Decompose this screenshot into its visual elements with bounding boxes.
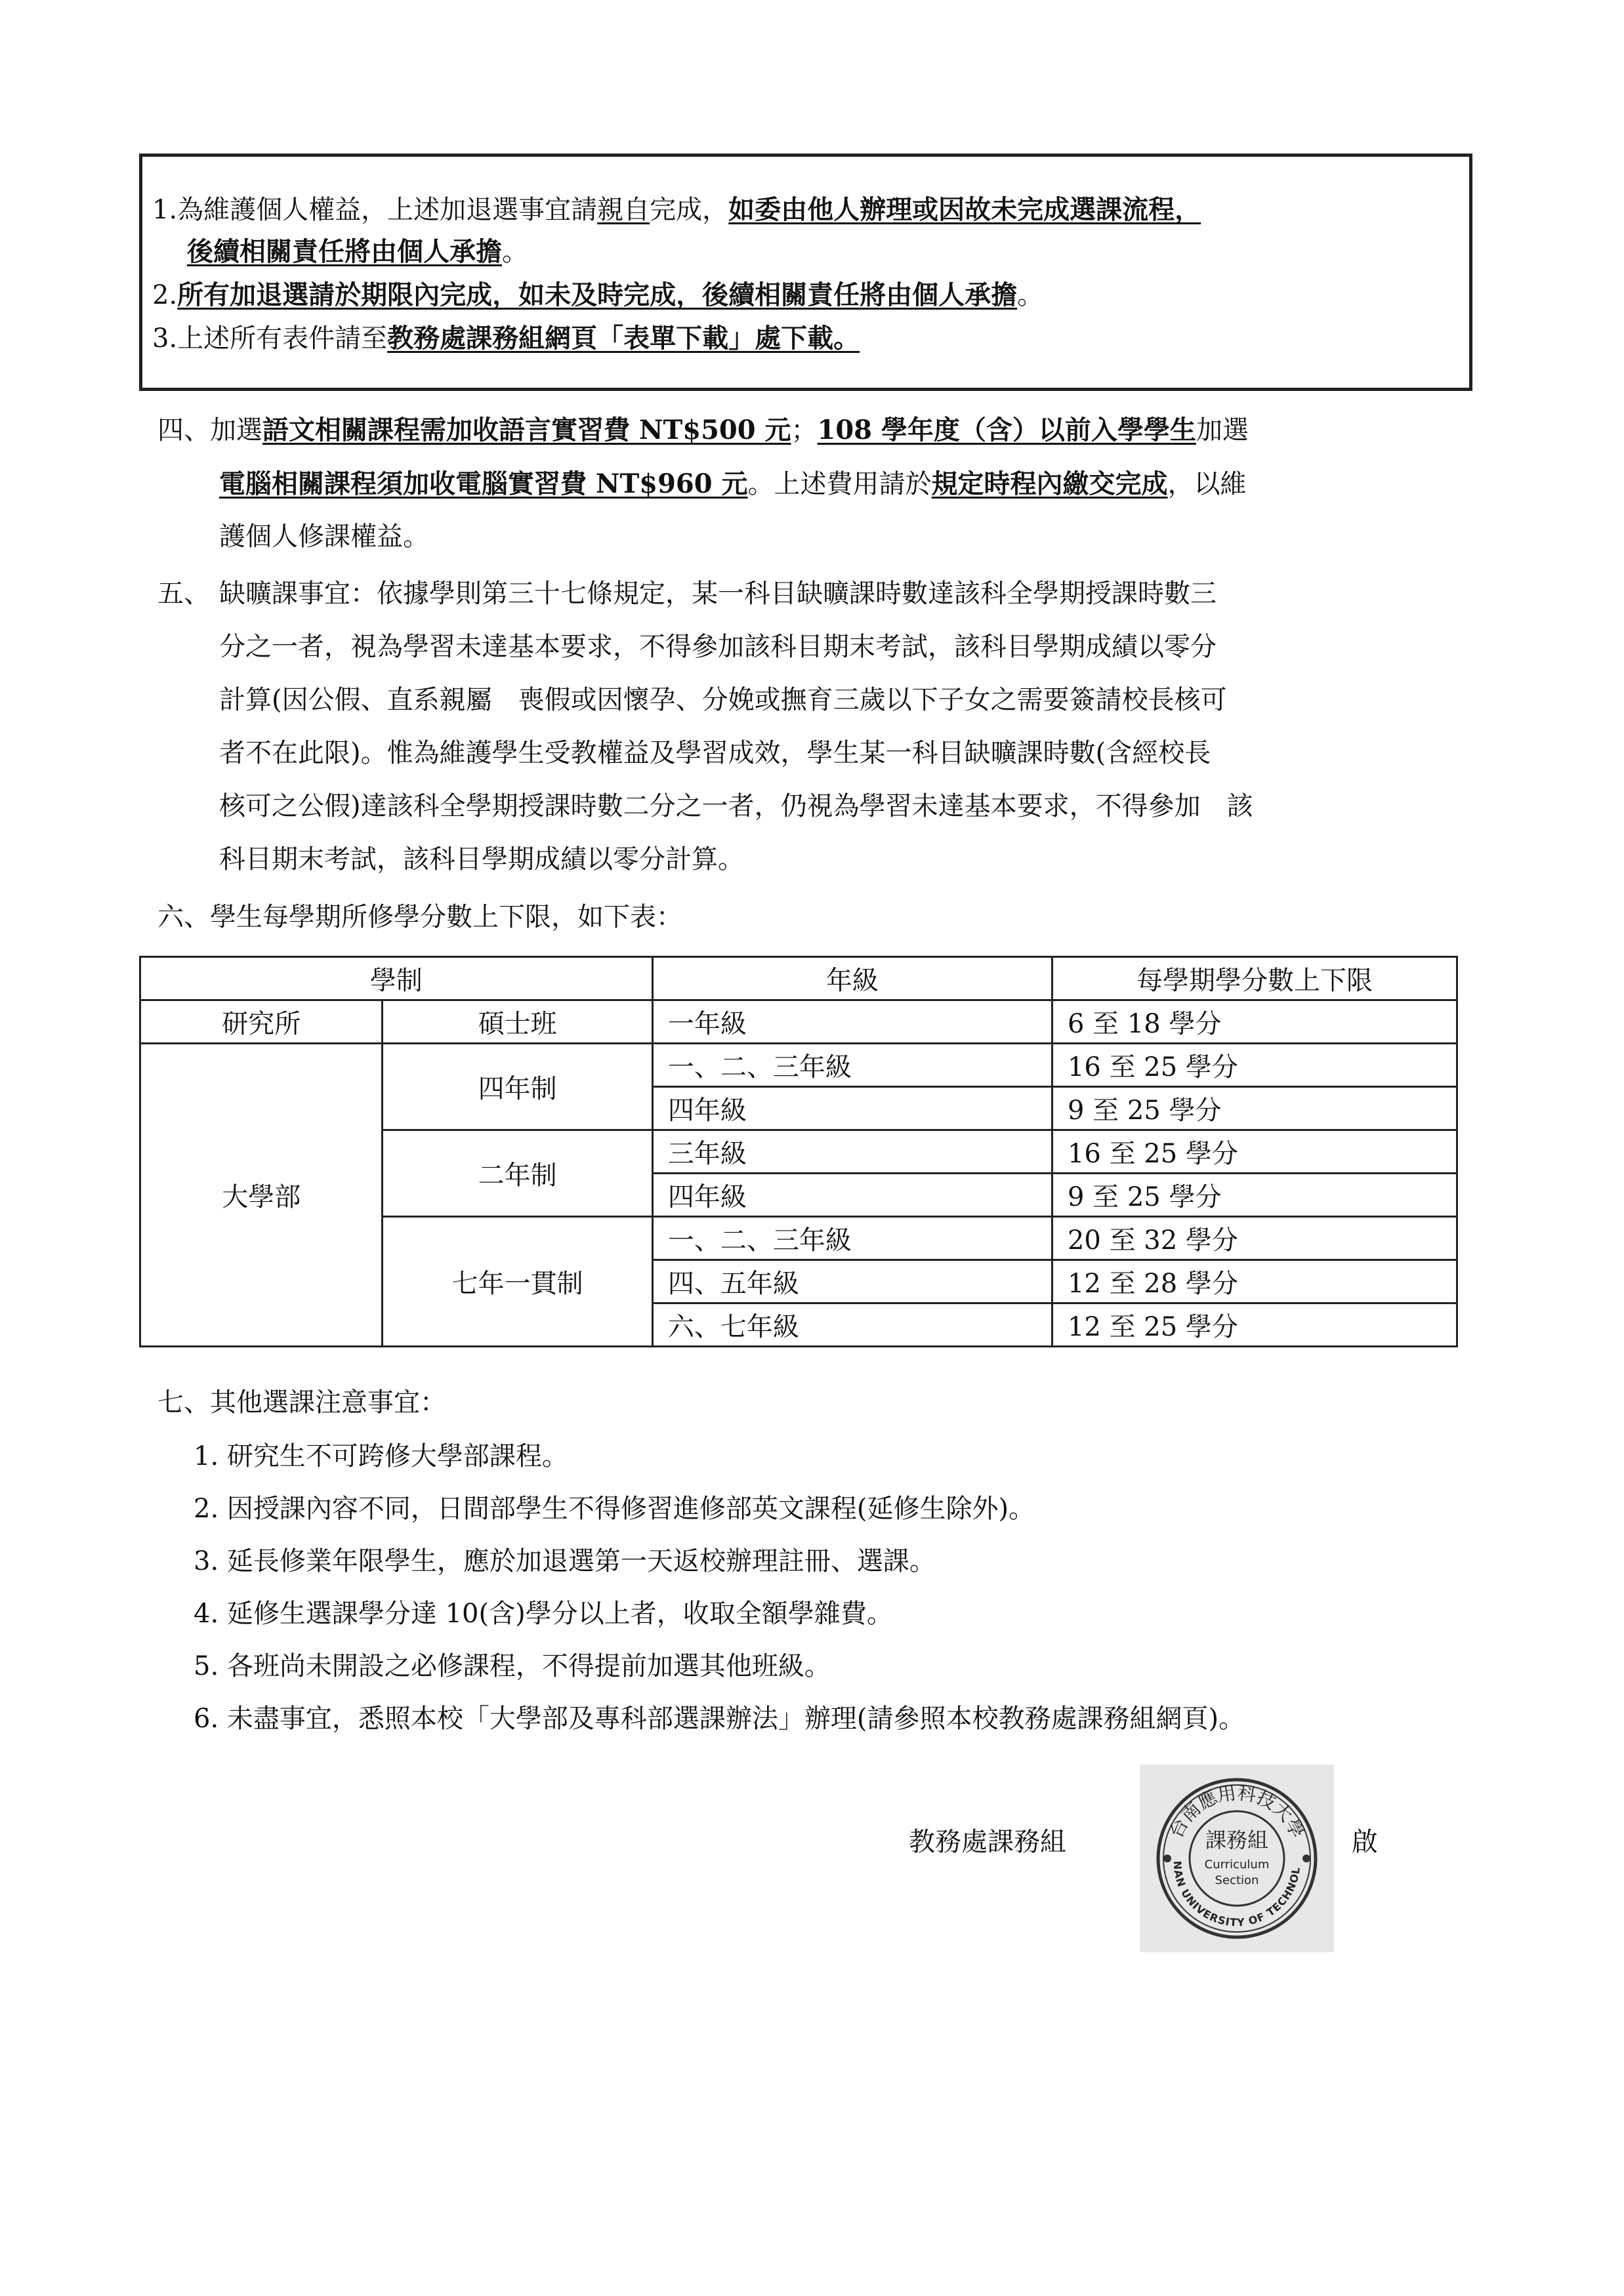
- cell-credits: 16 至 25 學分: [1052, 1044, 1457, 1087]
- cell-two-year: 二年制: [383, 1130, 652, 1217]
- cell-seven-year: 七年一貫制: [383, 1217, 652, 1347]
- table-header-row: [140, 957, 1457, 1000]
- table-row: [140, 1044, 1457, 1087]
- cell-credits: 9 至 25 學分: [1052, 1174, 1457, 1217]
- credit-limits-table: [139, 956, 1458, 1347]
- header-credits: 每學期學分數上下限: [1052, 957, 1457, 1000]
- cell-year: 三年級: [652, 1130, 1052, 1174]
- svg-text:課務組: 課務組: [1205, 1828, 1269, 1853]
- section-6-heading: 六、學生每學期所修學分數上下限，如下表：: [157, 902, 682, 932]
- section-7-item-4: 4. 延修生選課學分達 10(含)學分以上者，收取全額學雜費。: [194, 1599, 893, 1629]
- svg-text:Section: Section: [1215, 1874, 1259, 1887]
- section-7-item-1: 1. 研究生不可跨修大學部課程。: [194, 1441, 568, 1471]
- cell-year: 一、二、三年級: [652, 1217, 1052, 1260]
- section-5-line-6: 科目期末考試，該科目學期成績以零分計算。: [219, 844, 744, 874]
- section-5-label: 五、: [157, 579, 210, 609]
- table-row: [140, 1000, 1457, 1044]
- svg-text:台南應用科技大學: 台南應用科技大學: [1165, 1782, 1309, 1842]
- header-year: 年級: [652, 957, 1052, 1000]
- cell-credits: 20 至 32 學分: [1052, 1217, 1457, 1260]
- cell-grad-system: 研究所: [140, 1000, 383, 1044]
- notice-item-1-line-1: 1.為維護個人權益，上述加退選事宜請親自完成，如委由他人辦理或因故未完成選課流程，: [152, 194, 1201, 225]
- cell-year: 六、七年級: [652, 1303, 1052, 1347]
- section-7-heading: 七、其他選課注意事宜：: [157, 1387, 446, 1418]
- section-5-line-2: 分之一者，視為學習未達基本要求，不得參加該科目期末考試，該科目學期成績以零分: [219, 632, 1217, 662]
- section-7-item-2: 2. 因授課內容不同，日間部學生不得修習進修部英文課程(延修生除外)。: [194, 1494, 1035, 1524]
- signature-office: 教務處課務組: [909, 1827, 1066, 1857]
- cell-undergrad-system: 大學部: [140, 1044, 383, 1347]
- cell-credits: 16 至 25 學分: [1052, 1130, 1457, 1174]
- signature-closing: 啟: [1352, 1827, 1378, 1857]
- cell-year: 四年級: [652, 1087, 1052, 1130]
- section-4-label: 四、: [157, 415, 210, 445]
- cell-grad-program: 碩士班: [383, 1000, 652, 1044]
- notice-item-1-line-2: 後續相關責任將由個人承擔。: [187, 236, 528, 267]
- svg-text:Curriculum: Curriculum: [1204, 1858, 1270, 1872]
- svg-text:TAINAN UNIVERSITY OF TECHNOLOG: NAN UNIVERSITY OF TECHNOL: [1171, 1860, 1302, 1929]
- cell-credits: 12 至 25 學分: [1052, 1303, 1457, 1347]
- cell-year: 一年級: [652, 1000, 1052, 1044]
- section-5-line-5: 核可之公假)達該科全學期授課時數二分之一者，仍視為學習未達基本要求，不得參加 該: [219, 791, 1253, 821]
- section-5-line-4: 者不在此限)。惟為維護學生受教權益及學習成效，學生某一科目缺曠課時數(含經校長: [219, 738, 1211, 768]
- cell-year: 四年級: [652, 1174, 1052, 1217]
- cell-credits: 12 至 28 學分: [1052, 1260, 1457, 1303]
- section-4-line-3: 護個人修課權益。: [219, 522, 429, 552]
- cell-credits: 6 至 18 學分: [1052, 1000, 1457, 1044]
- cell-four-year: 四年制: [383, 1044, 652, 1130]
- section-4-line-1: 四、加選語文相關課程需加收語言實習費 NT$500 元；108 學年度（含）以前入學學生加選: [157, 415, 1249, 445]
- section-7-item-3: 3. 延長修業年限學生，應於加退選第一天返校辦理註冊、選課。: [194, 1546, 936, 1576]
- header-system: 學制: [140, 957, 653, 1000]
- section-7-item-5: 5. 各班尚未開設之必修課程，不得提前加選其他班級。: [194, 1651, 831, 1681]
- notice-item-2: 2.所有加退選請於期限內完成，如未及時完成，後續相關責任將由個人承擔。: [152, 279, 1044, 310]
- section-7-item-6: 6. 未盡事宜，悉照本校「大學部及專科部選課辦法」辦理(請參照本校教務處課務組網頁)。: [194, 1704, 1245, 1734]
- section-5-line-1: 缺曠課事宜：依據學則第三十七條規定，某一科目缺曠課時數達該科全學期授課時數三: [219, 579, 1217, 609]
- section-5-line-3: 計算(因公假、直系親屬 喪假或因懷孕、分娩或撫育三歲以下子女之需要簽請校長核可: [219, 685, 1227, 715]
- seal-icon: [1140, 1765, 1334, 1952]
- section-4-line-2: 電腦相關課程須加收電腦實習費 NT$960 元。上述費用請於規定時程內繳交完成，以維: [219, 468, 1247, 499]
- cell-year: 一、二、三年級: [652, 1044, 1052, 1087]
- cell-year: 四、五年級: [652, 1260, 1052, 1303]
- notice-item-3: 3.上述所有表件請至教務處課務組網頁「表單下載」處下載。: [152, 323, 860, 354]
- cell-credits: 9 至 25 學分: [1052, 1087, 1457, 1130]
- office-seal: [1140, 1765, 1334, 1952]
